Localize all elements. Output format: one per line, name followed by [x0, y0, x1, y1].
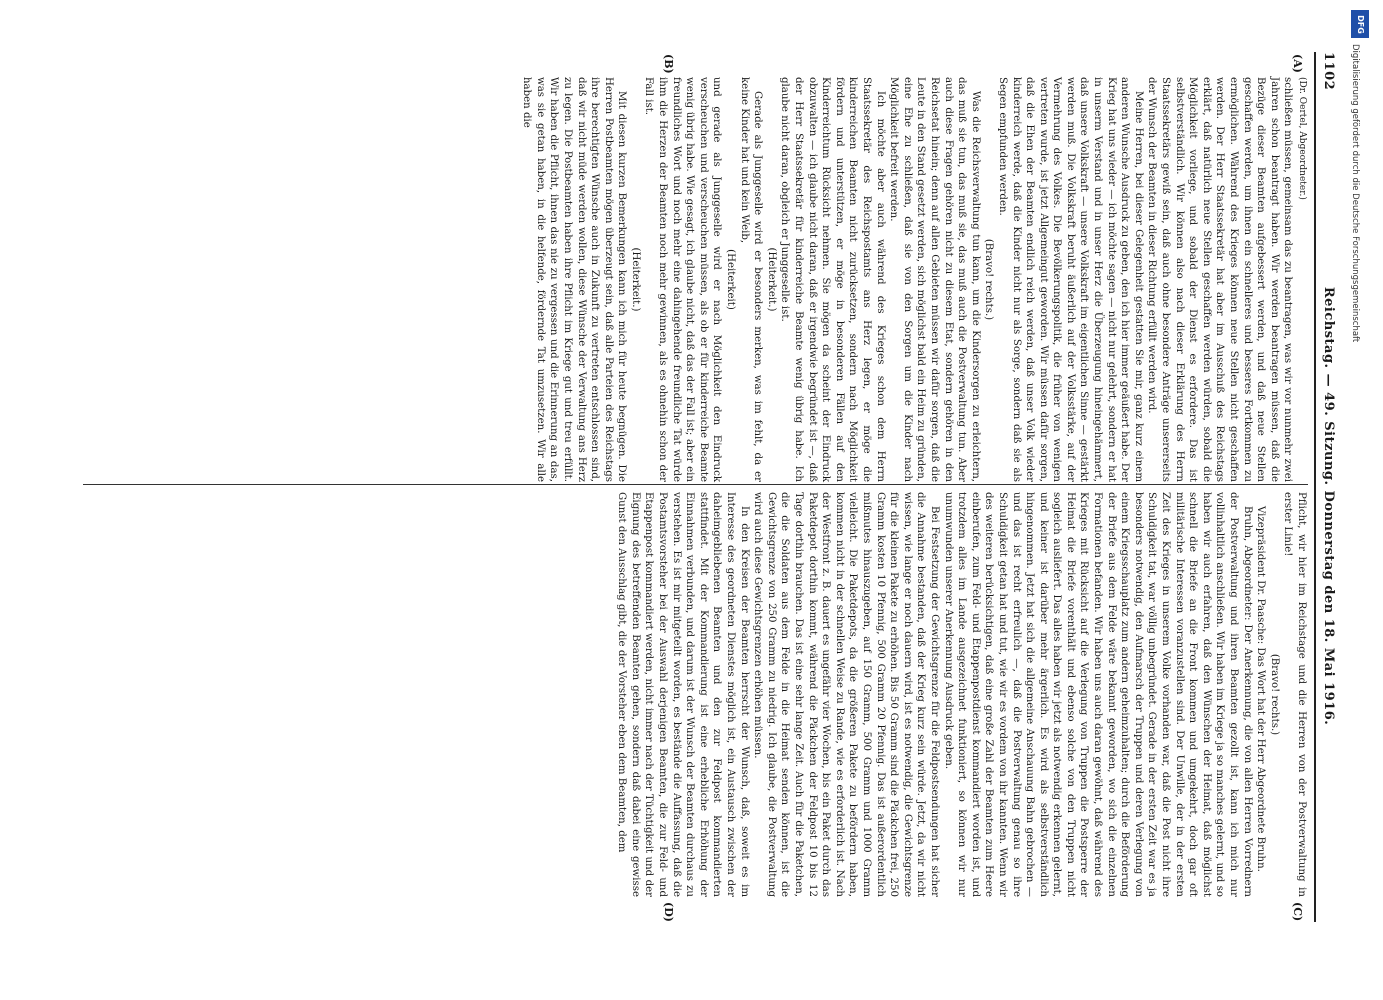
column-divider [83, 484, 1308, 485]
paragraph: Bruhn, Abgeordneter: Der Anerkennung, die von allen Herren Vorrednern der Postverwaltung und ihren Beamten gezollt ist, kann ich mich nur vollinhaltlich anschließen. Wir haben im Kriege ja so manches gelernt, und so haben wir auch erfahren, daß den Wünschen der Heimat, daß möglichst schnell die Briefe an die Front kommen und umgekehrt, doch gar oft militärische Interessen voranzustellen sind. Der Unwille, der in der ersten Zeit des Krieges in unserem Volke vorhanden war, daß die Post nicht ihre Schuldigkeit tat, war völlig unbegründet. Gerade in der ersten Zeit war es ja besonders notwendig, den Aufmarsch der Truppen und deren Verlegung von einem Kriegsschauplatz zum andern geheimzuhalten; durch die Beförderung der Briefe aus dem Felde wäre bekannt geworden, wo sich die einzelnen Formationen befanden. Wir haben uns auch daran gewöhnt, daß während des Krieges mit Rücksicht auf die Verlegung von Truppen die Postsperre der Heimat die Briefe vorenthält und ebenso solche von den Truppen nicht sogleich ausliefert. Das alles haben wir jetzt als notwendig erkennen gelernt, und keiner ist darüber mehr ärgerlich. Es wird als selbstverständlich hingenommen. Jetzt hat sich die allgemeine Anschauung Bahn gebrochen — und das ist recht erfreulich —, daß die Postverwaltung genau so ihre Schuldigkeit getan hat und tut, wie wir es vordem von ihr kannten. Wenn wir des weiteren berücksichtigen, daß eine große Zahl der Beamten zum Heere einberufen, zum Feld- und Etappenpostdienst kommandiert worden ist, und trotzdem alles im Lande ausgezeichnet funktioniert, so können wir nur unumwunden unserer Anerkennung Ausdruck geben. [942, 492, 1253, 897]
dfg-logo-icon: DFG [1351, 10, 1369, 38]
page-title: Reichstag. — 49. Sitzung. Donnerstag den 18. Mai 1916. [1321, 286, 1337, 726]
paragraph: Ich möchte aber auch während des Krieges schon dem Herrn Staatssekretär des Reichspostamts ans Herz legen, er möge die kinderreichen Beamten nicht zurücksetzen, sondern nach Möglichkeit fördern und unterstützen, er möge in besonderen Fällen auf den Kinderreichtum Rücksicht nehmen. Sie mögen da scheint der Eindruck obzuwalten — ich glaube nicht daran, daß er irgendwie begründet ist —, daß der Herr Staatssekretär für kinderreiche Beamte wenig übrig habe. Ich glaube nicht daran, obgleich er Junggeselle ist. [779, 77, 886, 482]
document-page [70, 52, 1340, 922]
interjection: (Heiterkeit.) [765, 247, 777, 312]
paragraph: In den Kreisen der Beamten herrscht der Wunsch, daß, soweit es im Interesse des geordneten Dienstes möglich ist, ein Austausch zwischen der daheimgebliebenen Beamten und den zur Feldpost kommandierten stattfindet. Mit der Kommandierung ist eine erhebliche Erhöhung der Einnahmen verbunden, und darum ist der Wunsch der Beamten durchaus zu verstehen. Es ist mir mitgeteilt worden, es bestände die Auffassung, daß die Postamtsvorsteher bei der Auswahl derjenigen Beamten, die zur Feld- und Etappenpost kommandiert werden, nicht immer nach der Tüchtigkeit und der Eignung des betreffenden Beamten gehen, sondern daß dabei eine gewisse Gunst den Ausschlag gibt, die der Vorsteher eben dem Beamten, dem [616, 492, 750, 897]
paragraph: Gerade als Junggeselle wird er besonders merken, was im fehlt, da er keine Kinder hat und kein Weib, [738, 77, 764, 482]
interjection: (Heiterkeit) [725, 249, 737, 310]
paragraph: Mit diesen kurzen Bemerkungen kann ich mich für heute begnügen. Die Herren Postbeamten mögen überzeugt sein, daß alle Parteien des Reichstags ihre berechtigten Wünsche auch in Zukunft zu vertreten entschlossen sind, daß wir nicht müde werden wollen, diese Wünsche der Verwaltung ans Herz zu legen. Die Postbeamten haben ihre Pflicht im Kriege gut und treu erfüllt. Wir haben die Pflicht, ihnen das nie zu vergessen und die Erinnerung an das, was sie getan haben, in die helfende, fördernde Tat umzusetzen. Wir alle haben die [521, 77, 628, 482]
interjection: (Bravo! rechts.) [1268, 653, 1280, 736]
page-number: 1102 [1321, 52, 1337, 91]
margin-mark-a: (A) [1291, 54, 1304, 73]
paragraph: Was die Reichsverwaltung tun kann, um die Kindersorgen zu erleichtern, das muß sie tun, das muß sie, das muß auch die Postverwaltung tun. Aber auch diese Fragen gehören nicht zu diesem Etat, sondern gehören in den Reichsetat hinein; denn auf allen Gebieten müssen wir dafür sorgen, daß die Leute in den Stand gesetzt werden, sich möglichst bald ein Heim zu gründen, eine Ehe zu schließen, daß sie von den Sorgen um die Kinder nach Möglichkeit befreit werden. [888, 77, 981, 482]
margin-mark-c: (C) [1291, 902, 1304, 922]
paragraph: Pflicht, wir hier im Reichstage und die Herren von der Postverwaltung in erster Linie! [1282, 492, 1307, 897]
speaker-reference: (Dr. Oertel, Abgeordneter.) [1297, 77, 1307, 200]
paragraph: Meine Herren, bei dieser Gelegenheit gestatten Sie mir, ganz kurz einem anderen Wunsche Ausdruck zu geben, den ich hier immer geäußert habe. Der Krieg hat uns wieder — ich möchte sagen — nicht nur gelehrt, sondern er hat in unserm Verstand und in unser Herz die Überzeugung hineingehämmert, daß unsere Volkskraft — unsere Volkskraft im eigentlichen Sinne — gestärkt werden muß. Die Volkskraft beruht äußerlich auf der Volksstärke, auf der Vermehrung des Volkes. Die Bevölkerungspolitik, die früher von wenigen vertreten wurde, ist jetzt Allgemeingut geworden. Wir müssen dafür sorgen, daß die Ehen der Beamten endlich reich werden, daß unser Volk wieder kinderreich werde, daß die Kinder nicht nur als Sorge, sondern daß sie als Segen empfunden werden. [996, 77, 1144, 482]
interjection: (Heiterkeit.) [629, 247, 641, 312]
margin-mark-d: (D) [662, 902, 675, 922]
funding-sidebar [1347, 10, 1377, 990]
header-rule [1314, 52, 1316, 922]
paragraph: Vizepräsident Dr. Paasche: Das Wort hat der Herr Abgeordnete Bruhn. [1255, 506, 1267, 872]
interjection: (Bravo! rechts.) [983, 238, 995, 321]
margin-mark-b: (B) [662, 54, 675, 74]
left-column [520, 77, 1308, 482]
paragraph: Bei Festsetzung der Gewichtsgrenze für die Feldpostsendungen hat sicher die Annahme bestanden, daß der Krieg kurz sein würde. Jetzt, da wir nicht wissen, wie lange er noch dauern wird, ist es notwendig, die Gewichtsgrenze für die kleinen Pakete zu erhöhen. Bis 50 Gramm sind die Päckchen frei, 250 Gramm kosten 10 Pfennig, 500 Gramm 20 Pfennig. Das ist außerordentlich mißmutes hinauszugeben, auf 150 Gramm, 500 Gramm und 1000 Gramm vielleicht. Die Paketdepots, da die größeren Pakete zu befördern haben, kommen nicht in der schnellen Weise zu Rande, wie es erforderlich ist. Nach der Westfront z. B. dauert es ungefähr vier Wochen, bis ein Paket durch das Paketdepot dorthin kommt, während die Päckchen der Feldpost 10 bis 12 Tage dorthin brauchen. Das ist eine sehr lange Zeit. Auch für die Paketchen, die die Soldaten aus dem Felde in die Heimat senden können, ist die Gewichtsgrenze von 250 Gramm zu niedrig. Ich glaube, die Postverwaltung wird auch diese Gewichtsgrenzen erhöhen müssen. [752, 492, 940, 897]
right-column [615, 492, 1308, 897]
page-header [1318, 52, 1340, 922]
paragraph: und gerade als Junggeselle wird er nach Möglichkeit den Eindruck verscheuchen und verscheuchen müssen, als ob er für kinderreiche Beamte wenig übrig habe. Wie gesagt, ich glaube nicht, daß das der Fall ist; aber ein freundliches Wort und noch mehr eine dahingehende freundliche Tat würde ihm die Herzen der Beamten noch mehr gewinnen, als es ohnehin schon der Fall ist. [643, 77, 723, 482]
paragraph: schließen müssen, gemeinsam das zu beantragen, was wir vor nunmehr zwei Jahren schon beantragt haben. Wir werden beantragen müssen, daß die Bezüge dieser Beamten aufgebessert werden, und daß neue Stellen geschaffen werden, um ihnen ein schnelleres und besseres Fortkommen zu ermöglichen. Während des Krieges können neue Stellen nicht geschaffen werden. Der Herr Staatssekretär hat aber im Ausschuß des Reichstags erklärt, daß natürlich neue Stellen geschaffen werden würden, sobald die Möglichkeit vorliege, und sobald der Dienst es erfordere. Das ist selbstverständlich. Wir können also nach dieser Erklärung des Herrn Staatssekretärs gewiß sein, daß auch ohne besondere Anträge unsererseits der Wunsch der Beamten in dieser Richtung erfüllt werden wird. [1146, 77, 1294, 482]
funding-note: Digitalisierung gefördert durch die Deutsche Forschungsgemeinschaft [1350, 44, 1360, 343]
